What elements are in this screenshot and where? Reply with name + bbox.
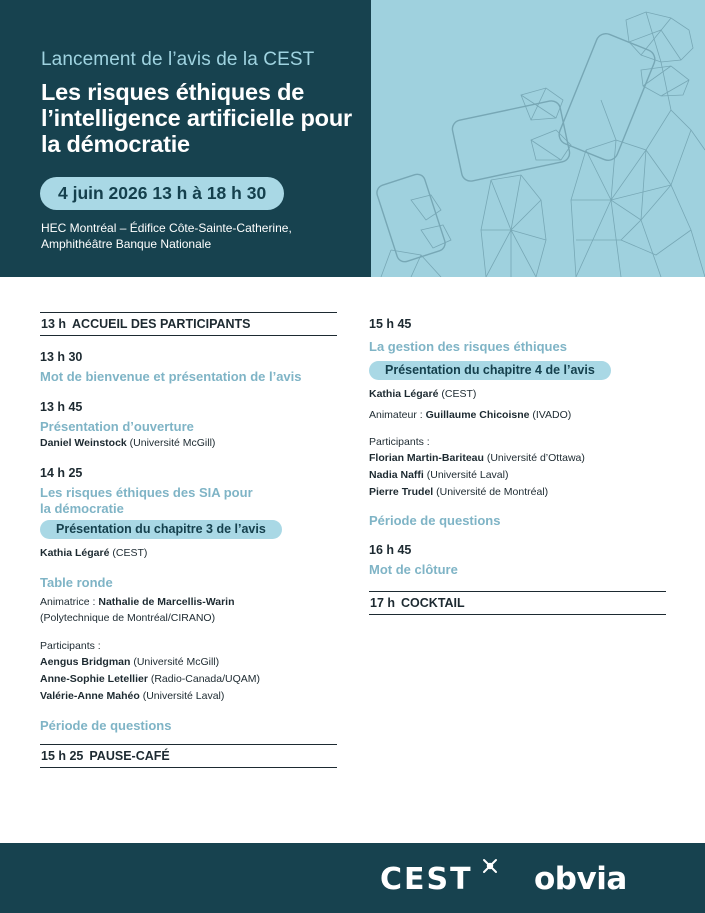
- header-banner: [0, 0, 705, 277]
- speaker-affiliation: (CEST): [109, 547, 148, 559]
- participant-name: Florian Martin-Bariteau: [369, 452, 484, 464]
- program-left-column: [40, 312, 337, 768]
- speaker-name: Kathia Légaré: [369, 388, 439, 400]
- session-time: 15 h 45: [369, 317, 412, 331]
- participants-label: Participants :: [40, 640, 101, 652]
- session-time: 13 h 30: [40, 350, 83, 364]
- participant-affiliation: (Université Laval): [139, 690, 225, 702]
- session-title: Mot de clôture: [369, 562, 458, 577]
- agenda-session-bienvenue: [40, 350, 337, 385]
- participant-line: [40, 654, 337, 670]
- session-title-line-1: Les risques éthiques des SIA pour: [40, 485, 253, 500]
- session-title: La gestion des risques éthiques: [369, 339, 567, 354]
- program-right-column: [369, 312, 666, 615]
- participant-name: Aengus Bridgman: [40, 656, 131, 668]
- questions-period: Période de questions: [40, 718, 172, 733]
- speaker-line: [40, 545, 337, 561]
- participant-name: Nadia Naffi: [369, 469, 424, 481]
- table-ronde-title: Table ronde: [40, 575, 113, 590]
- hands-phones-illustration-icon: [371, 0, 705, 277]
- participant-name: Anne-Sophie Letellier: [40, 673, 148, 685]
- participant-line: [369, 450, 666, 466]
- speaker-name: Daniel Weinstock: [40, 437, 127, 449]
- session-title: Présentation d’ouverture: [40, 419, 194, 434]
- speaker-name: Kathia Légaré: [40, 547, 110, 559]
- session-time: 16 h 45: [369, 543, 412, 557]
- participant-line: [40, 671, 337, 687]
- agenda-session-cloture: [369, 543, 666, 578]
- chapter-badge: Présentation du chapitre 4 de l’avis: [369, 361, 611, 380]
- chapter-badge: Présentation du chapitre 3 de l’avis: [40, 520, 282, 539]
- agenda-time: 15 h 25: [41, 749, 84, 763]
- agenda-session-chapitre-4: [369, 317, 666, 528]
- participant-name: Valérie-Anne Mahéo: [40, 690, 140, 702]
- moderator-line: [369, 407, 666, 423]
- event-venue: [41, 220, 292, 252]
- agenda-session-chapitre-3: [40, 466, 337, 561]
- participant-affiliation: (Université McGill): [130, 656, 220, 668]
- questions-period: Période de questions: [369, 513, 501, 528]
- moderator-name: Nathalie de Marcellis-Warin: [98, 596, 235, 608]
- participant-affiliation: (Université Laval): [423, 469, 509, 481]
- agenda-label: COCKTAIL: [401, 596, 465, 610]
- agenda-cocktail: [369, 591, 666, 615]
- session-title: Mot de bienvenue et présentation de l’avis: [40, 369, 302, 384]
- participant-affiliation: (Université de Montréal): [433, 486, 549, 498]
- participant-affiliation: (Radio-Canada/UQAM): [147, 673, 260, 685]
- agenda-time: 17 h: [370, 596, 396, 610]
- cest-logo-mark-icon: [481, 857, 499, 875]
- moderator-label: Animateur :: [369, 409, 426, 421]
- moderator-name: Guillaume Chicoisne: [425, 409, 530, 421]
- speaker-affiliation: (CEST): [438, 388, 477, 400]
- session-time: 14 h 25: [40, 466, 83, 480]
- participant-name: Pierre Trudel: [369, 486, 434, 498]
- session-time: 13 h 45: [40, 400, 83, 414]
- agenda-pause: [40, 744, 337, 768]
- moderator-label: Animatrice :: [40, 596, 99, 608]
- speaker-line: [369, 386, 666, 402]
- event-date-badge: 4 juin 2026 13 h à 18 h 30: [40, 177, 284, 210]
- event-title: Les risques éthiques de l’intelligence artificielle pour la démocratie: [41, 79, 352, 157]
- moderator-line: [40, 594, 337, 610]
- event-kicker: Lancement de l’avis de la CEST: [41, 49, 315, 70]
- agenda-time: 13 h: [41, 317, 67, 331]
- agenda-session-ouverture: [40, 400, 337, 451]
- obvia-logo: obvia: [534, 861, 627, 897]
- footer-banner: [0, 843, 705, 913]
- participant-affiliation: (Université d’Ottawa): [483, 452, 585, 464]
- venue-line-2: Amphithéâtre Banque Nationale: [41, 237, 212, 251]
- participant-line: [40, 688, 337, 704]
- session-title-line-2: la démocratie: [40, 501, 124, 516]
- agenda-label: ACCUEIL DES PARTICIPANTS: [72, 317, 251, 331]
- speaker-affiliation: (Université McGill): [126, 437, 216, 449]
- participant-line: [369, 484, 666, 500]
- participant-line: [369, 467, 666, 483]
- agenda-table-ronde: [40, 575, 337, 733]
- participants-label: Participants :: [369, 436, 430, 448]
- agenda-accueil: [40, 312, 337, 336]
- agenda-label: PAUSE-CAFÉ: [89, 749, 170, 763]
- moderator-affiliation: (Polytechnique de Montréal/CIRANO): [40, 612, 216, 624]
- moderator-affiliation: (IVADO): [529, 409, 572, 421]
- venue-line-1: HEC Montréal – Édifice Côte-Sainte-Catherine,: [41, 221, 292, 235]
- cest-logo: CEST: [380, 862, 473, 897]
- speaker-line: [40, 435, 337, 451]
